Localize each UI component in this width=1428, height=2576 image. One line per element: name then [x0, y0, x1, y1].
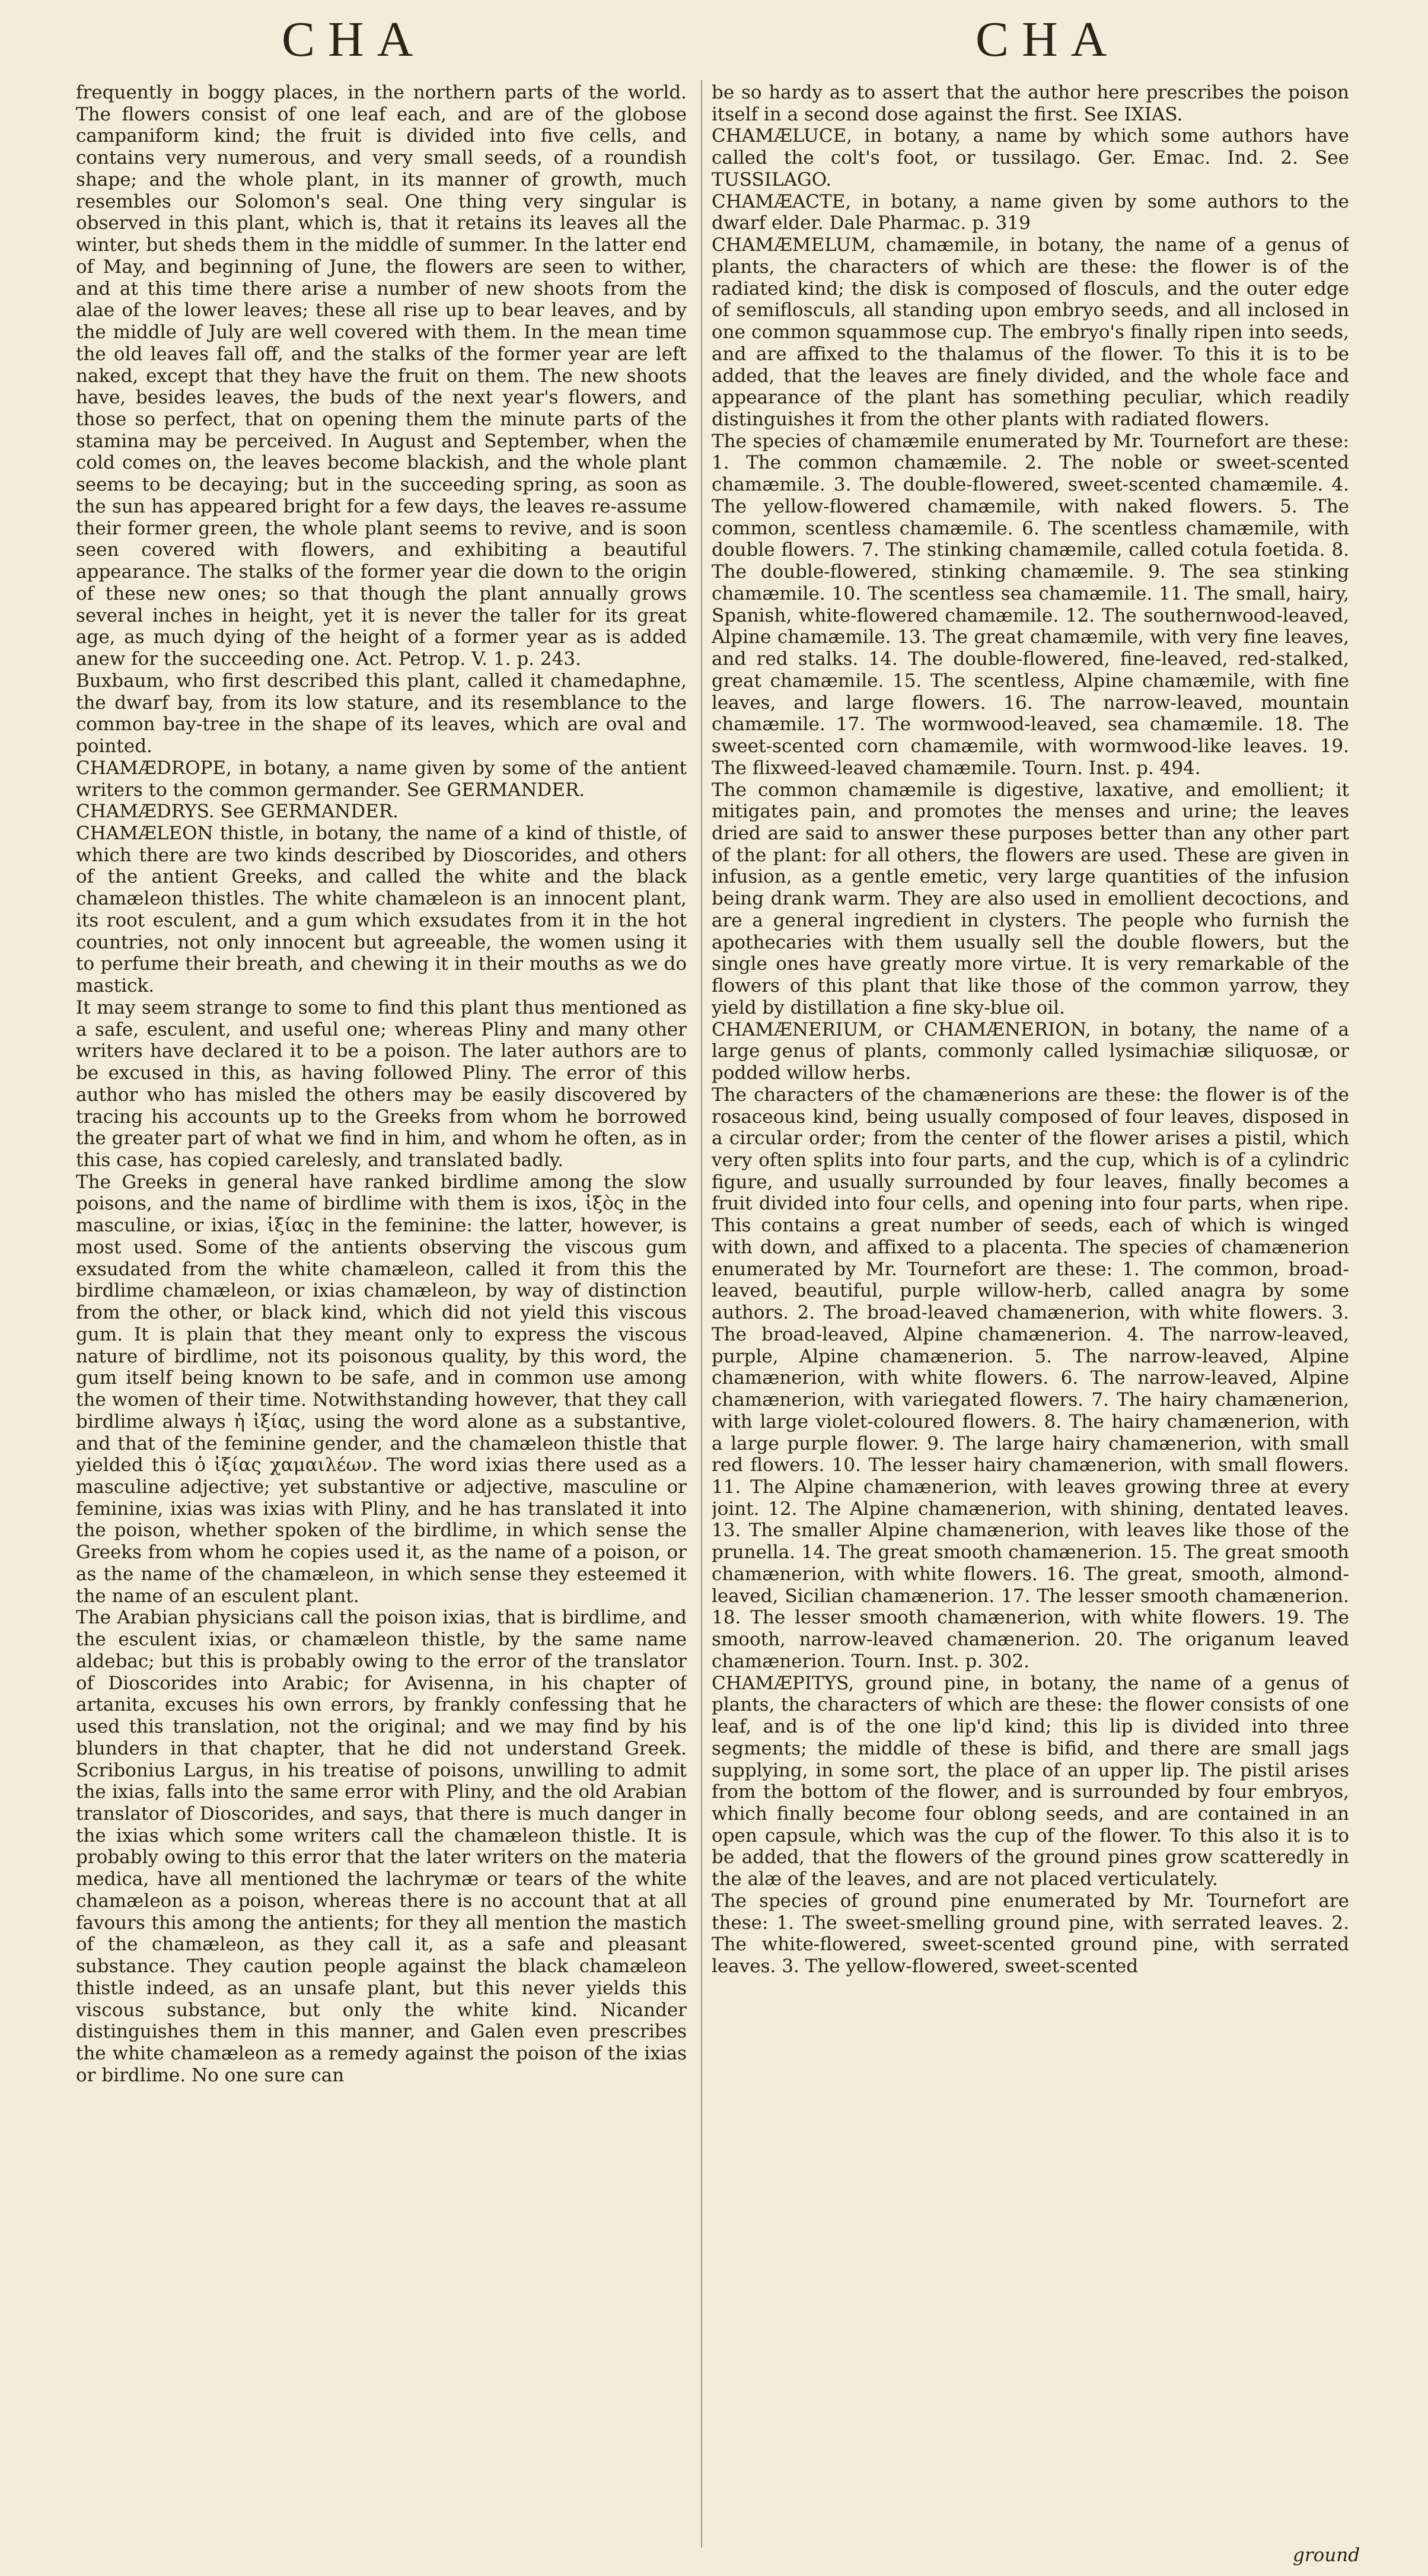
paragraph: The Greeks in general have ranked birdlime among the slow poisons, and the name of birdlime with them is ixos, ἰξὸς in the masculine, or ixias, ἰξίας in the feminine: the latter, however, is most used. Some of the antients observing the viscous gum exsudated from the white chamæleon, called it from this the birdlime chamæleon, or ixias chamæleon, by way of distinction from the other, or black kind, which did not yield this viscous gum. It is plain that they meant only to express the viscous nature of birdlime, not its poisonous quality, by this word, the gum itself being known to be safe, and in common use among the women of their time. Notwithstanding however, that they call birdlime always ἡ ἰξίας, using the word alone as a substantive, and that of the feminine gender, and the chamæleon thistle that yielded this ὁ ἰξίας χαμαιλέων. The word ixias there used as a masculine adjective; yet substantive or adjective, masculine or feminine, ixias was ixias with Pliny, and he has translated it into the poison, whether spoken of the birdlime, in which sense the Greeks from whom he copies used it, as the name of a poison, or as the name of the chamæleon, in which sense they esteemed it the name of an esculent plant. — [76, 1171, 687, 1607]
right-column — [712, 82, 1349, 2573]
running-head-right: CHA — [976, 12, 1120, 67]
paragraph: It may seem strange to some to find this plant thus mentioned as a safe, esculent, and useful one; whereas Pliny and many other writers have declared it to be a poison. The later authors are to be excused in this, as having followed Pliny. The error of this author who has misled the others may be easily discovered by tracing his accounts up to the Greeks from whom he borrowed the greater part of what we find in him, and whom he often, as in this case, has copied carelesly, and translated badly. — [76, 996, 687, 1171]
paragraph: The characters of the chamænerions are these: the flower is of the rosaceous kind, being usually composed of four leaves, disposed in a circular order; from the center of the flower arises a pistil, which very often splits into four parts, and the cup, which is of a cylindric figure, and usually surrounded by four leaves, finally becomes a fruit divided into four cells, and opening into four parts, when ripe. This contains a great number of seeds, each of which is winged with down, and affixed to a placenta. The species of chamænerion enumerated by Mr. Tournefort are these: 1. The common, broad-leaved, beautiful, purple willow-herb, called anagra by some authors. 2. The broad-leaved chamænerion, with white flowers. 3. The broad-leaved, Alpine chamænerion. 4. The narrow-leaved, purple, Alpine chamænerion. 5. The narrow-leaved, Alpine chamænerion, with white flowers. 6. The narrow-leaved, Alpine chamænerion, with variegated flowers. 7. The hairy chamænerion, with large violet-coloured flowers. 8. The hairy chamænerion, with a large purple flower. 9. The large hairy chamænerion, with small red flowers. 10. The lesser hairy chamænerion, with small flowers. 11. The Alpine chamænerion, with leaves growing three at every joint. 12. The Alpine chamænerion, with shining, dentated leaves. 13. The smaller Alpine chamænerion, with leaves like those of the prunella. 14. The great smooth chamænerion. 15. The great smooth chamænerion, with white flowers. 16. The great, smooth, almond-leaved, Sicilian chamænerion. 17. The lesser smooth chamænerion. 18. The lesser smooth chamænerion, with white flowers. 19. The smooth, narrow-leaved chamænerion. 20. The origanum leaved chamænerion. Tourn. Inst. p. 302. — [712, 1084, 1349, 1672]
paragraph: The species of chamæmile enumerated by Mr. Tournefort are these: 1. The common chamæmile. 2. The noble or sweet-scented chamæmile. 3. The double-flowered, sweet-scented chamæmile. 4. The yellow-flowered chamæmile, with naked flowers. 5. The common, scentless chamæmile. 6. The scentless chamæmile, with double flowers. 7. The stinking chamæmile, called cotula foetida. 8. The double-flowered, stinking chamæmile. 9. The sea stinking chamæmile. 10. The scentless sea chamæmile. 11. The small, hairy, Spanish, white-flowered chamæmile. 12. The southernwood-leaved, Alpine chamæmile. 13. The great chamæmile, with very fine leaves, and red stalks. 14. The double-flowered, fine-leaved, red-stalked, great chamæmile. 15. The scentless, Alpine chamæmile, with fine leaves, and large flowers. 16. The narrow-leaved, mountain chamæmile. 17. The wormwood-leaved, sea chamæmile. 18. The sweet-scented corn chamæmile, with wormwood-like leaves. 19. The flixweed-leaved chamæmile. Tourn. Inst. p. 494. — [712, 430, 1349, 779]
left-column — [76, 82, 687, 2573]
paragraph: The common chamæmile is digestive, laxative, and emollient; it mitigates pain, and promotes the menses and urine; the leaves dried are said to answer these purposes better than any other part of the plant: for all others, the flowers are used. These are given in infusion, as a gentle emetic, very large quantities of the infusion being drank warm. They are also used in emollient decoctions, and are a general ingredient in clysters. The people who furnish the apothecaries with them usually sell the double flowers, but the single ones have greatly more virtue. It is very remarkable of the flowers of this plant that like those of the common yarrow, they yield by distillation a fine sky-blue oil. — [712, 779, 1349, 1018]
running-head-left: CHA — [282, 12, 426, 67]
paragraph: The species of ground pine enumerated by Mr. Tournefort are these: 1. The sweet-smelling ground pine, with serrated leaves. 2. The white-flowered, sweet-scented ground pine, with serrated leaves. 3. The yellow-flowered, sweet-scented — [712, 1890, 1349, 1978]
paragraph: The Arabian physicians call the poison ixias, that is birdlime, and the esculent ixias, or chamæleon thistle, by the same name aldebac; but this is probably owing to the error of the translator of Dioscorides into Arabic; for Avisenna, in his chapter of artanita, excuses his own errors, by frankly confessing that he used this translation, not the original; and we may find by his blunders in that chapter, that he did not understand Greek. Scribonius Largus, in his treatise of poisons, unwilling to admit the ixias, falls into the same error with Pliny, and the old Arabian translator of Dioscorides, and says, that there is much danger in the ixias which some writers call the chamæleon thistle. It is probably owing to this error that the later writers on the materia medica, have all mentioned the lachrymæ or tears of the white chamæleon as a poison, whereas there is no account that at all favours this among the antients; for they all mention the mastich of the chamæleon, as they call it, as a safe and pleasant substance. They caution people against the black chamæleon thistle indeed, as an unsafe plant, but this never yields this viscous substance, but only the white kind. Nicander distinguishes them in this manner, and Galen even prescribes the white chamæleon as a remedy against the poison of the ixias or birdlime. No one sure can — [76, 1607, 687, 2086]
paragraph: frequently in boggy places, in the northern parts of the world. The flowers consist of one leaf each, and are of the globose campaniform kind; the fruit is divided into five cells, and contains very numerous, and very small seeds, of a roundish shape; and the whole plant, in its manner of growth, much resembles our Solomon's seal. One thing very singular is observed in this plant, which is, that it retains its leaves all the winter, but sheds them in the middle of summer. In the latter end of May, and beginning of June, the flowers are seen to wither, and at this time there arise a number of new shoots from the alae of the lower leaves; these all rise up to bear leaves, and by the middle of July are well covered with them. In the mean time the old leaves fall off, and the stalks of the former year are left naked, except that they have the fruit on them. The new shoots have, besides leaves, the buds of the next year's flowers, and those so perfect, that on opening them the minute parts of the stamina may be perceived. In August and September, when the cold comes on, the leaves become blackish, and the whole plant seems to be decaying; but in the succeeding spring, as soon as the sun has appeared bright for a few days, the leaves re-assume their former green, the whole plant seems to revive, and is soon seen covered with flowers, and exhibiting a beautiful appearance. The stalks of the former year die down to the origin of these new ones; so that though the plant annually grows several inches in height, yet it is never the taller for its great age, as much dying of the height of a former year as is added anew for the succeeding one. Act. Petrop. V. 1. p. 243. — [76, 82, 687, 670]
entry-chamaeluce: CHAMÆLUCE, in botany, a name by which some authors have called the colt's foot, or tussilago. Ger. Emac. Ind. 2. See TUSSILAGO. — [712, 125, 1349, 190]
catchword: ground — [1293, 2545, 1360, 2566]
entry-chamaeacte: CHAMÆACTE, in botany, a name given by some authors to the dwarf elder. Dale Pharmac. p. 319 — [712, 190, 1349, 234]
entry-chamaeleon: CHAMÆLEON thistle, in botany, the name of a kind of thistle, of which there are two kinds described by Dioscorides, and others of the antient Greeks, and called the white and the black chamæleon thistles. The white chamæleon is an innocent plant, its root esculent, and a gum which exsudates from it in the hot countries, not only innocent but agreeable, the women using it to perfume their breath, and chewing it in their mouths as we do mastick. — [76, 822, 687, 997]
column-divider — [701, 80, 702, 2548]
paragraph: Buxbaum, who first described this plant, called it chamedaphne, the dwarf bay, from its low stature, and its resemblance to the common bay-tree in the shape of its leaves, which are oval and pointed. — [76, 670, 687, 757]
entry-chamaenerium: CHAMÆNERIUM, or CHAMÆNERION, in botany, the name of a large genus of plants, commonly called lysimachiæ siliquosæ, or podded willow herbs. — [712, 1018, 1349, 1084]
entry-chamaemelum: CHAMÆMELUM, chamæmile, in botany, the name of a genus of plants, the characters of which are these: the flower is of the radiated kind; the disk is composed of flosculs, and the outer edge of semiflosculs, all standing upon embryo seeds, and all inclosed in one common squammose cup. The embryo's finally ripen into seeds, and are affixed to the thalamus of the flower. To this it is to be added, that the leaves are finely divided, and the whole face and appearance of the plant has something peculiar, which readily distinguishes it from the other plants with radiated flowers. — [712, 234, 1349, 431]
entry-chamaepitys: CHAMÆPITYS, ground pine, in botany, the name of a genus of plants, the characters of which are these: the flower consists of one leaf, and is of the one lip'd kind; this lip is divided into three segments; the middle of these is bifid, and there are small jags supplying, in some sort, the place of an upper lip. The pistil arises from the bottom of the flower, and is surrounded by four embryos, which finally become four oblong seeds, and are contained in an open capsule, which was the cup of the flower. To this also it is to be added, that the flowers of the ground pines grow scatteredly in the alæ of the leaves, and are not placed verticulately. — [712, 1672, 1349, 1890]
entry-chamaedrope: CHAMÆDROPE, in botany, a name given by some of the antient writers to the common germander. See GERMANDER. — [76, 757, 687, 801]
entry-chamaedrys: CHAMÆDRYS. See GERMANDER. — [76, 801, 399, 823]
paragraph: be so hardy as to assert that the author here prescribes the poison itself in a second dose against the first. See IXIAS. — [712, 82, 1349, 125]
